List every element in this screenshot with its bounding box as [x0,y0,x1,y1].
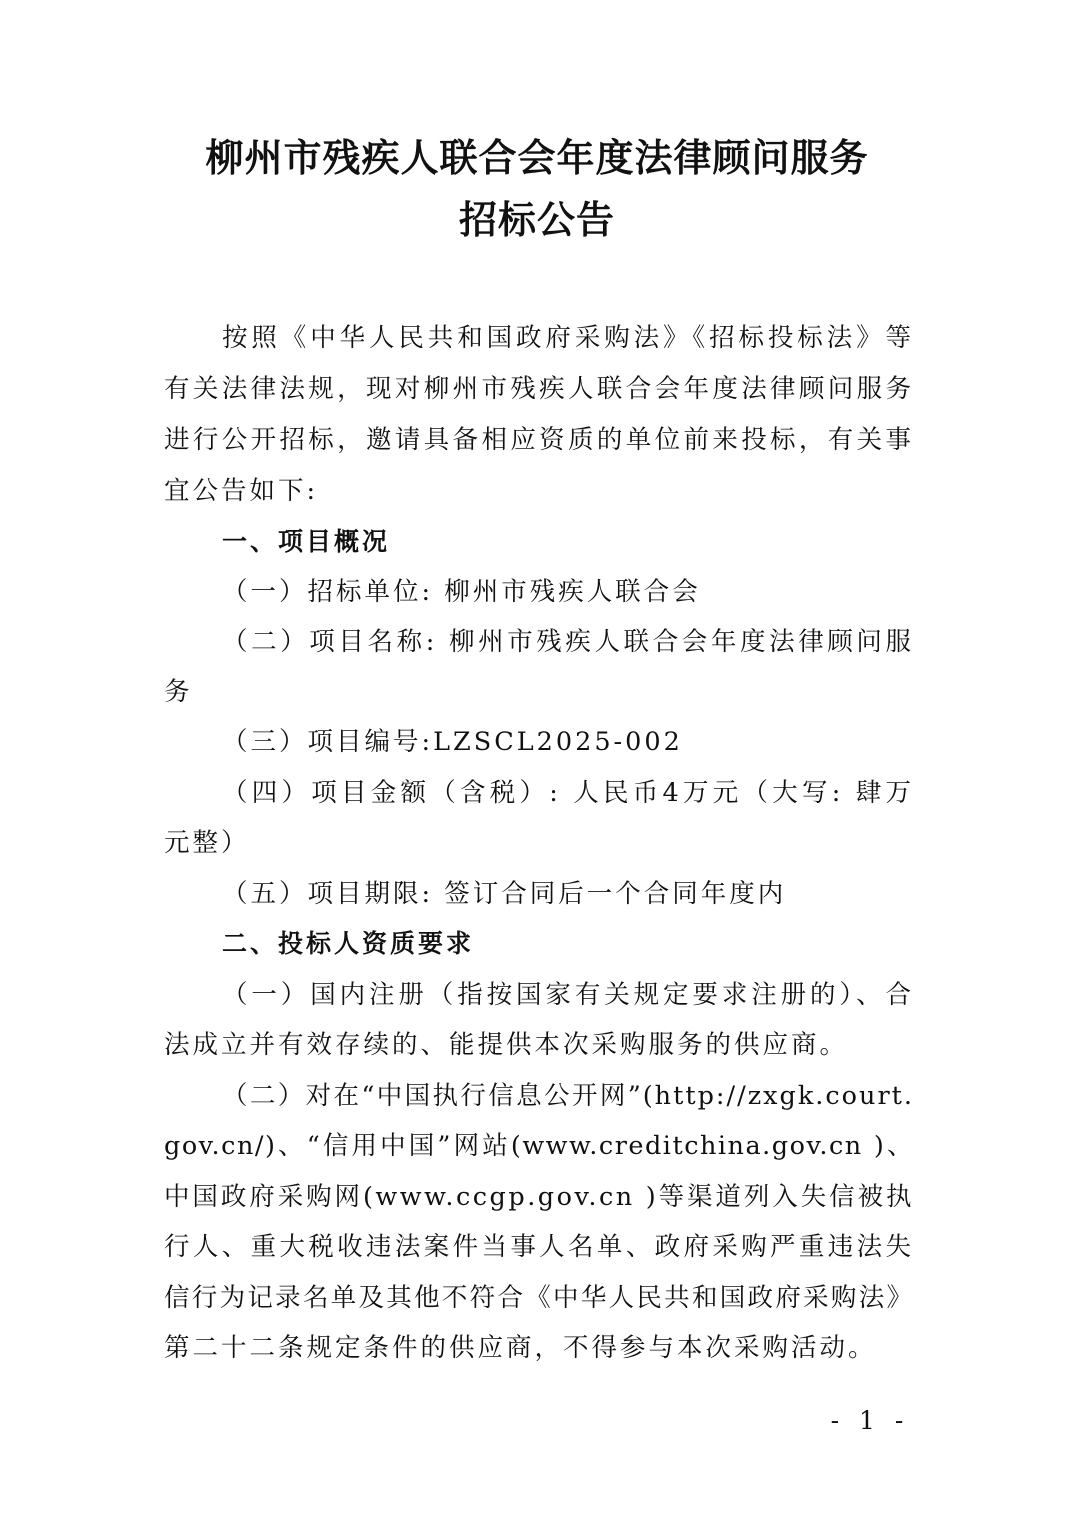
qualification-item-1-line-2: 法成立并有效存续的、能提供本次采购服务的供应商。 [164,1030,849,1060]
intro-paragraph-line-2: 有关法律法规，现对柳州市残疾人联合会年度法律顾问服务 [164,374,914,404]
qualification-item-2-line-5: 信行为记录名单及其他不符合《中华人民共和国政府采购法》 [164,1283,914,1313]
overview-item-bidding-unit: （一）招标单位: 柳州市残疾人联合会 [222,577,701,607]
page-number: - 1 - [830,1406,910,1435]
overview-item-project-term: （五）项目期限: 签订合同后一个合同年度内 [222,879,787,909]
document-title-line-1: 柳州市残疾人联合会年度法律顾问服务 [205,136,869,180]
overview-item-project-number: （三）项目编号:LZSCL2025-002 [222,727,683,757]
intro-paragraph-line-3: 进行公开招标，邀请具备相应资质的单位前来投标，有关事 [164,425,914,455]
qualification-item-2-line-3: 中国政府采购网(www.ccgp.gov.cn )等渠道列入失信被执 [164,1182,914,1212]
qualification-item-2-line-2: gov.cn/)、“信用中国”网站(www.creditchina.gov.cn )、 [164,1131,914,1161]
section-heading-project-overview: 一、项目概况 [222,527,391,556]
intro-paragraph-line-4: 宜公告如下: [164,476,319,506]
qualification-item-2-line-4: 行人、重大税收违法案件当事人名单、政府采购严重违法失 [164,1232,914,1262]
qualification-item-2-line-6: 第二十二条规定条件的供应商，不得参与本次采购活动。 [164,1333,877,1363]
overview-item-project-amount-continued: 元整） [164,828,250,858]
qualification-item-1-line-1: （一）国内注册（指按国家有关规定要求注册的）、合 [222,980,914,1010]
overview-item-project-name: （二）项目名称: 柳州市残疾人联合会年度法律顾问服 [222,627,914,657]
qualification-item-2-line-1: （二）对在“中国执行信息公开网”(http://zxgk.court. [222,1081,914,1111]
intro-paragraph-line-1: 按照《中华人民共和国政府采购法》《招标投标法》等 [222,323,914,353]
overview-item-project-name-continued: 务 [164,677,193,707]
section-heading-bidder-qualifications: 二、投标人资质要求 [222,929,475,958]
document-title-line-2: 招标公告 [458,198,615,242]
overview-item-project-amount: （四）项目金额（含税）: 人民币4万元（大写: 肆万 [222,778,914,808]
